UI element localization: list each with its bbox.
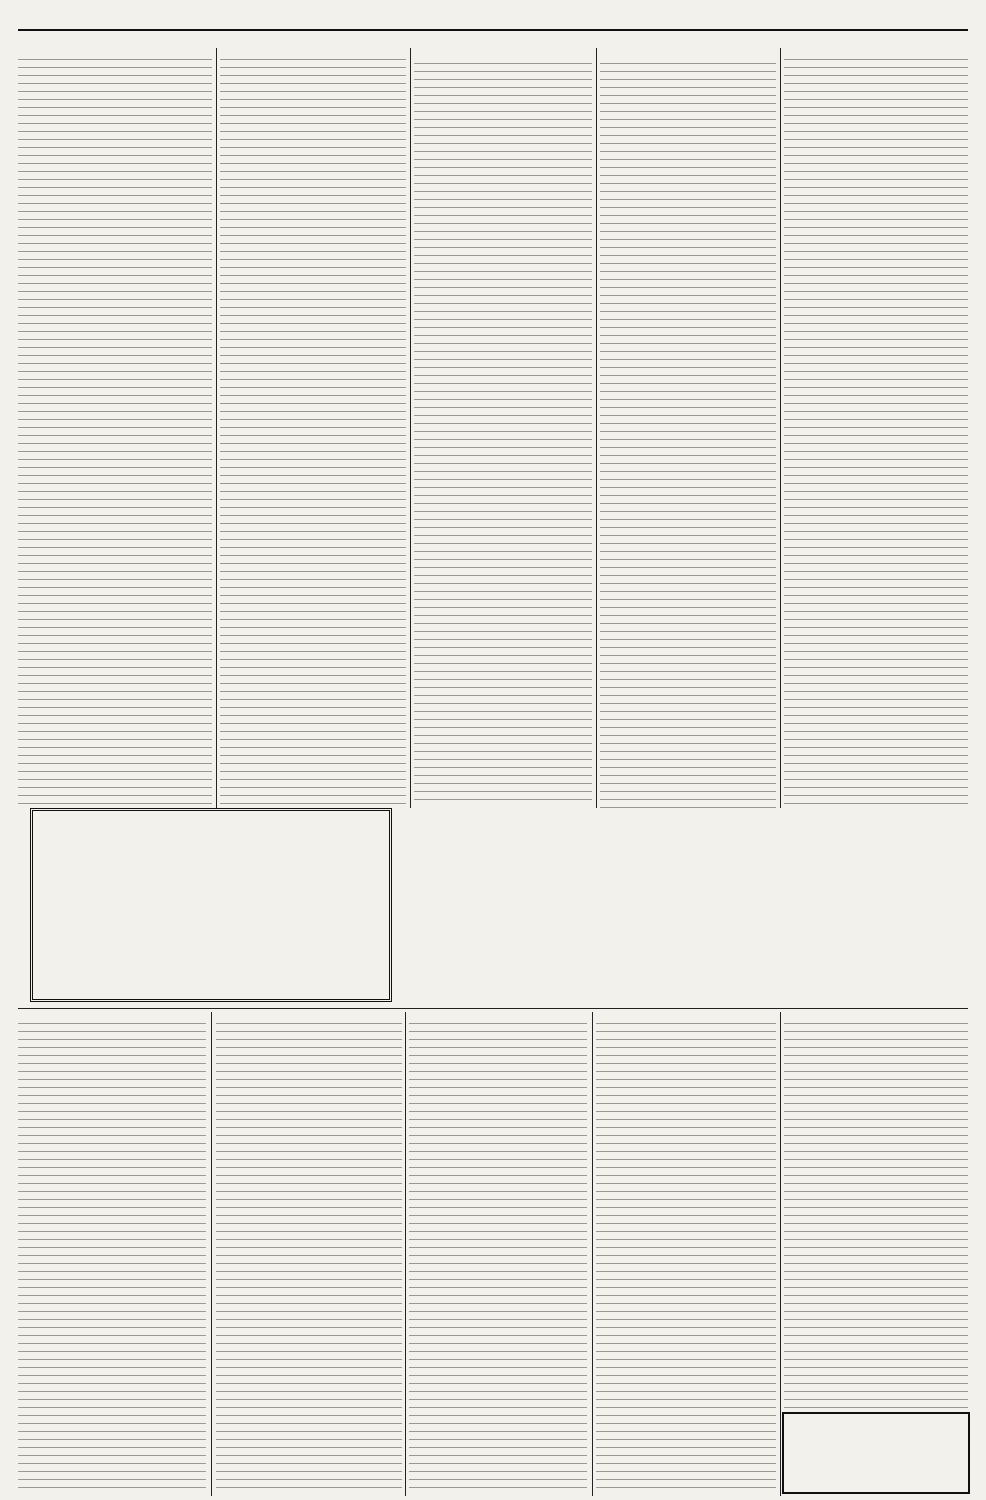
article-column-1 bbox=[18, 52, 212, 804]
header-rule bbox=[18, 29, 968, 31]
column-divider bbox=[780, 48, 781, 808]
story-column-2 bbox=[216, 1016, 402, 1492]
kiril-factory-advertisement bbox=[30, 808, 392, 1002]
page-header bbox=[18, 18, 968, 40]
story-column-5 bbox=[784, 1016, 968, 1410]
amnesty-article bbox=[600, 56, 776, 808]
column-divider bbox=[211, 1012, 212, 1496]
article-column-5 bbox=[784, 52, 968, 804]
story-column-3 bbox=[409, 1016, 587, 1492]
article-column-2 bbox=[220, 52, 406, 804]
column-divider bbox=[216, 48, 217, 808]
buy-sell-advertisement bbox=[782, 1412, 970, 1494]
story-column-1 bbox=[18, 1016, 206, 1492]
story-column-4 bbox=[596, 1016, 776, 1492]
column-divider bbox=[592, 1012, 593, 1496]
shipyard-article bbox=[414, 56, 592, 806]
column-divider bbox=[780, 1012, 781, 1496]
column-divider bbox=[410, 48, 411, 808]
column-divider bbox=[405, 1012, 406, 1496]
column-divider bbox=[596, 48, 597, 808]
section-divider bbox=[18, 1008, 968, 1009]
